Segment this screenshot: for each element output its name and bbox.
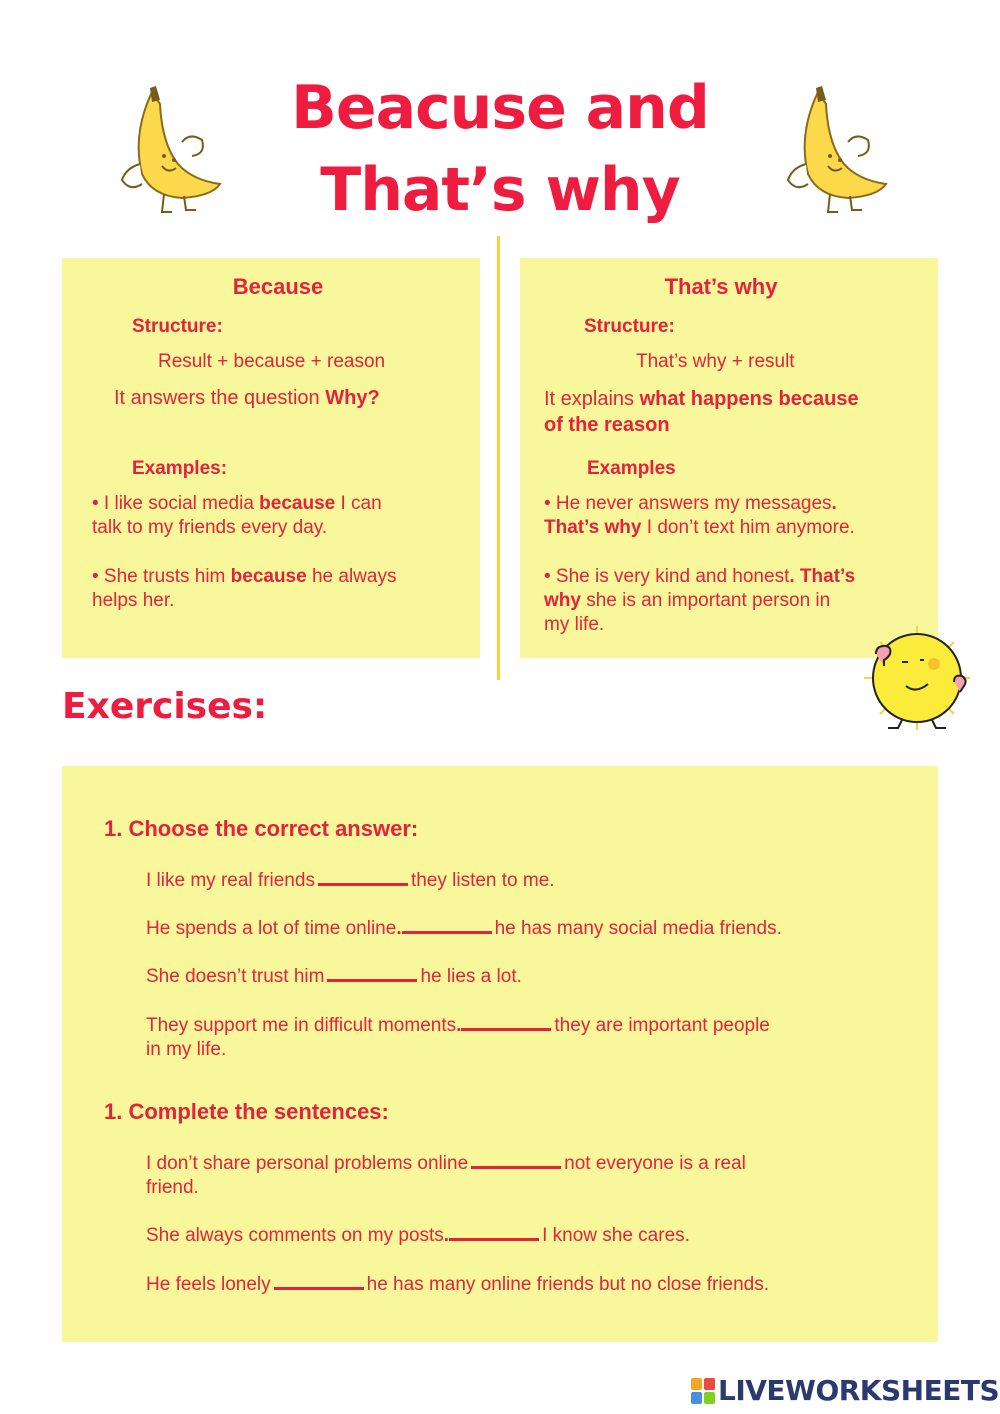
page-title-line1: Beacuse and [291, 73, 709, 143]
section1-heading: 1. Choose the correct answer: [104, 816, 419, 841]
exercises-heading: Exercises: [62, 686, 268, 727]
thats-why-example-1: • He never answers my messages. That’s why I don’t text him anymore. [544, 493, 855, 538]
section2-heading: 1. Complete the sentences: [104, 1099, 389, 1124]
liveworksheets-logo [690, 1374, 999, 1407]
s1-item-1: I like my real friends they listen to me. [146, 863, 555, 893]
brand-name: LIVEWORKSHEETS [718, 1374, 1000, 1407]
because-heading: Because [232, 274, 324, 299]
thats-why-structure-label: Structure: [584, 316, 675, 337]
answer-blank[interactable] [449, 1218, 539, 1241]
liveworksheets-badge-icon [690, 1376, 716, 1406]
thats-why-heading: That’s why [664, 274, 778, 299]
s1-item-4: They support me in difficult moments. they are important people in my life. [146, 1008, 770, 1062]
because-example-2: • She trusts him because he always helps her. [92, 566, 397, 611]
s2-item-1: I don’t share personal problems online not everyone is a real friend. [146, 1146, 746, 1200]
thats-why-example-2: • She is very kind and honest. That’s why she is an important person in my life. [544, 566, 856, 635]
s1-item-2: He spends a lot of time online. he has many social media friends. [146, 911, 782, 941]
s1-item-3: She doesn’t trust him he lies a lot. [146, 959, 522, 989]
answer-blank[interactable] [274, 1267, 364, 1290]
column-divider [497, 236, 500, 680]
because-explanation: It answers the question Why? [114, 387, 380, 409]
because-structure-formula: Result + because + reason [158, 351, 386, 372]
because-structure-label: Structure: [132, 316, 223, 337]
answer-blank[interactable] [471, 1146, 561, 1169]
because-example-1: • I like social media because I can talk to my friends every day. [92, 493, 382, 538]
answer-blank[interactable] [402, 911, 492, 934]
thats-why-examples-label: Examples [587, 458, 676, 479]
because-examples-label: Examples: [132, 458, 228, 479]
s2-item-3: He feels lonely he has many online friends but no close friends. [146, 1267, 769, 1297]
s2-item-2: She always comments on my posts. I know she cares. [146, 1218, 690, 1248]
answer-blank[interactable] [461, 1008, 551, 1031]
thats-why-structure-formula: That’s why + result [636, 351, 795, 372]
answer-blank[interactable] [327, 959, 417, 982]
thinking-face-illustration [858, 624, 976, 734]
thats-why-explanation: It explains what happens because of the reason [544, 388, 859, 436]
answer-blank[interactable] [318, 863, 408, 886]
page-title-line2: That’s why [320, 155, 680, 225]
